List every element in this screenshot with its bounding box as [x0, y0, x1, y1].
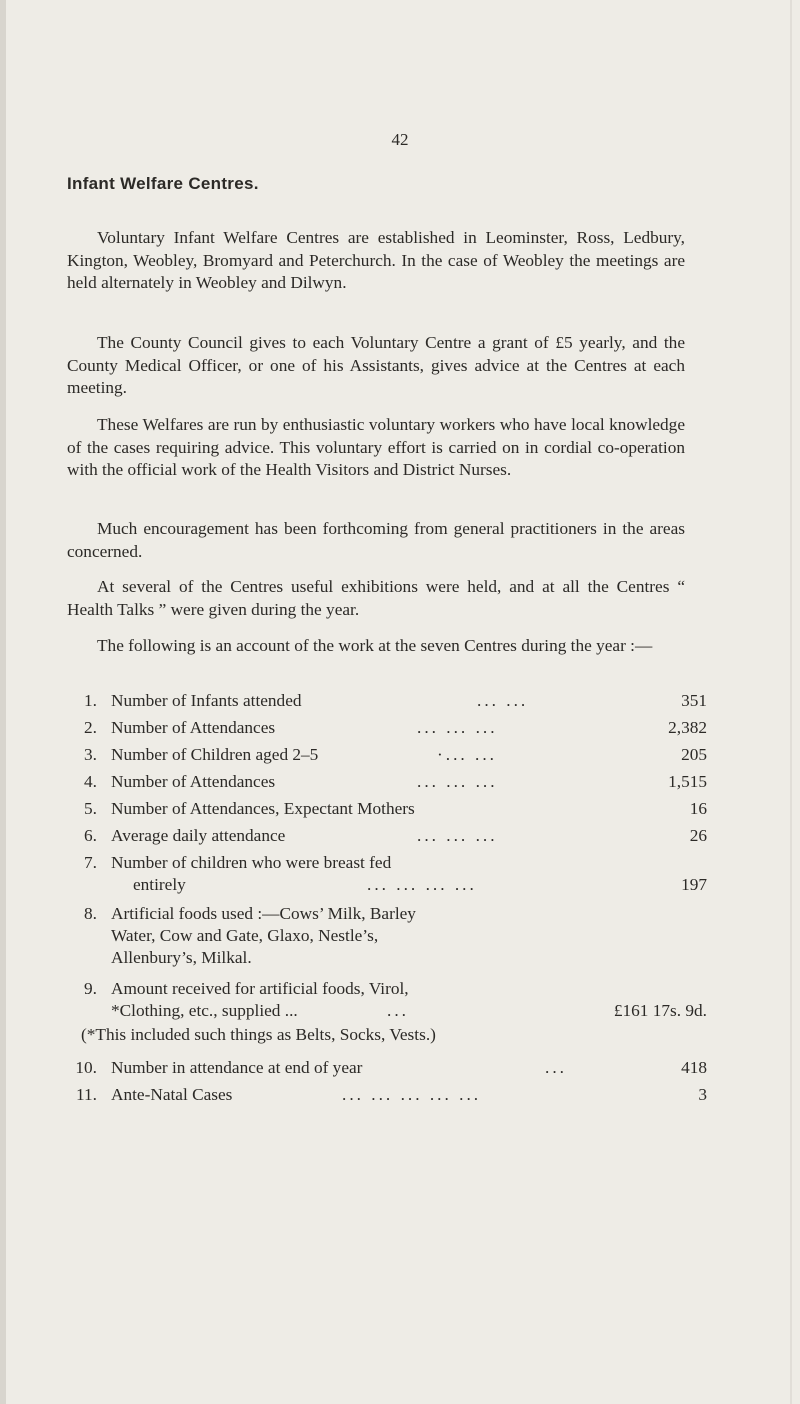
- item-value: 3: [698, 1085, 707, 1104]
- item-number: 3.: [84, 745, 97, 764]
- item-label: Artificial foods used :—Cows’ Milk, Barley: [111, 904, 416, 923]
- item-label: Number of children who were breast fed: [111, 853, 392, 872]
- item-label-continued: Water, Cow and Gate, Glaxo, Nestle’s,: [111, 926, 379, 945]
- leader-dots: ... ... ...: [417, 718, 498, 737]
- item-value: 16: [689, 799, 707, 818]
- item-label: Amount received for artificial foods, Virol,: [111, 979, 409, 998]
- item-label-continued: Allenbury’s, Milkal.: [111, 948, 252, 967]
- item-label-continued: entirely: [133, 875, 186, 894]
- item-value: 418: [681, 1058, 707, 1077]
- scan-artifact: [0, 0, 6, 1404]
- leader-dots: ... ... ... ...: [367, 875, 477, 894]
- item-number: 10.: [75, 1058, 97, 1077]
- item-label: Number of Attendances: [111, 772, 276, 791]
- paragraph-5: At several of the Centres useful exhibitions were held, and at all the Centres “ Health Talks ” were given during the year.: [67, 577, 685, 619]
- leader-dots: ...: [387, 1001, 409, 1020]
- section-heading: Infant Welfare Centres.: [67, 174, 259, 193]
- item-label-continued: *Clothing, etc., supplied ...: [111, 1001, 298, 1020]
- footnote-text: (*This included such things as Belts, Socks, Vests.): [81, 1025, 436, 1044]
- item-value: 197: [681, 875, 707, 894]
- paragraph-2: The County Council gives to each Voluntary Centre a grant of £5 yearly, and the County Medical Officer, or one of his Assistants, gives advice at the Centres at each meeting.: [67, 333, 685, 397]
- leader-dots: ·... ...: [437, 745, 497, 764]
- paragraph-6: The following is an account of the work at the seven Centres during the year :—: [97, 636, 653, 655]
- item-value: £161 17s. 9d.: [613, 1001, 707, 1020]
- item-label: Number of Children aged 2–5: [111, 745, 319, 764]
- leader-dots: ... ... ...: [417, 772, 498, 791]
- page-number: 42: [391, 130, 409, 149]
- item-value: 26: [689, 826, 707, 845]
- leader-dots: ... ...: [477, 691, 529, 710]
- item-number: 7.: [84, 853, 97, 872]
- item-number: 6.: [84, 826, 97, 845]
- item-value: 2,382: [668, 718, 707, 737]
- paragraph-1: Voluntary Infant Welfare Centres are established in Leominster, Ross, Ledbury, Kington, Weobley, Bromyard and Peterchurch. In the case of Weobley the meetings are held alternately in Weobley and Dilwyn.: [67, 228, 685, 292]
- paragraph-3: These Welfares are run by enthusiastic voluntary workers who have local knowledge of the cases requiring advice. This voluntary effort is carried on in cordial co-operation with the official work of the Health Visitors and District Nurses.: [67, 415, 685, 479]
- item-value: 1,515: [668, 772, 707, 791]
- item-label: Number of Infants attended: [111, 691, 302, 710]
- item-number: 2.: [84, 718, 97, 737]
- paragraph-4: Much encouragement has been forthcoming from general practitioners in the areas concerned.: [67, 519, 685, 561]
- item-number: 5.: [84, 799, 97, 818]
- scan-artifact: [790, 0, 792, 1404]
- item-label: Ante-Natal Cases: [111, 1085, 233, 1104]
- leader-dots: ... ... ... ... ...: [342, 1085, 482, 1104]
- item-label: Number of Attendances, Expectant Mothers: [111, 799, 415, 818]
- item-number: 9.: [84, 979, 97, 998]
- item-number: 1.: [84, 691, 97, 710]
- item-label: Number of Attendances: [111, 718, 276, 737]
- item-value: 205: [681, 745, 707, 764]
- item-number: 4.: [84, 772, 97, 791]
- leader-dots: ... ... ...: [417, 826, 498, 845]
- item-number: 8.: [84, 904, 97, 923]
- item-number: 11.: [76, 1085, 97, 1104]
- item-label: Average daily attendance: [111, 826, 286, 845]
- item-value: 351: [681, 691, 707, 710]
- item-label: Number in attendance at end of year: [111, 1058, 363, 1077]
- leader-dots: ...: [545, 1058, 567, 1077]
